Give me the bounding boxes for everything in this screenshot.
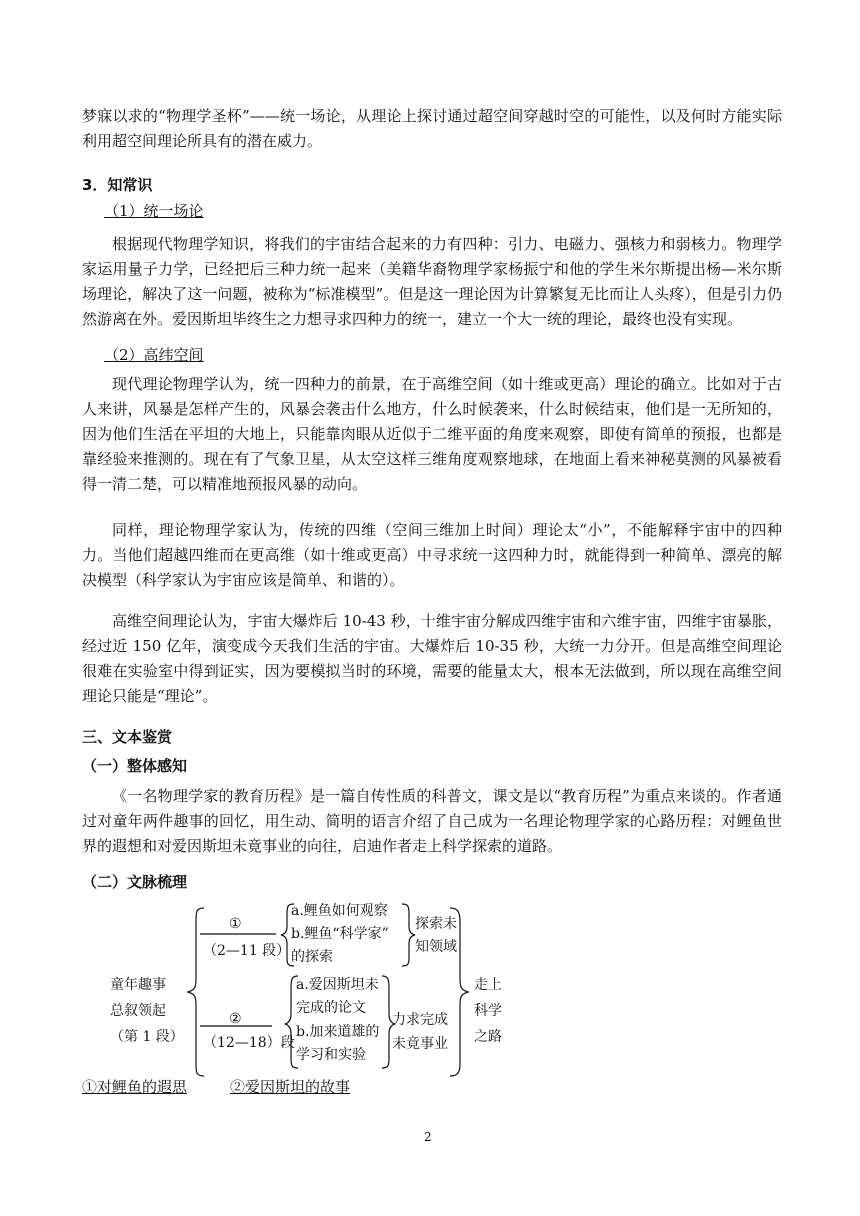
branch1-item-a: a.鲤鱼如何观察 — [291, 903, 388, 919]
heading-common-knowledge: 3．知常识 — [82, 176, 153, 194]
final-label-2: 科学 — [474, 1003, 502, 1019]
branch2-item-b-cont: 学习和实验 — [296, 1047, 366, 1063]
branch2-number: ② — [229, 1011, 242, 1027]
branch2-item-a-cont: 完成的论文 — [296, 1000, 366, 1016]
paragraph-high-dimension-1: 现代理论物理学认为，统一四种力的前景，在于高维空间（如十维或更高）理论的确立。比如对于古人来讲，风暴是怎样产生的，风暴会袭击什么地方，什么时候袭来，什么时候结束，他们是一无所知的，因为他们生活在平坦的大地上，只能靠肉眼从近似于二维平面的角度来观察，即使有简单的预报，也都是靠经验来推测的。现在有了气象卫星，从太空这样三维角度观察地球，在地面上看来神秘莫测的风暴被看得一清二楚，可以精准地预报风暴的动向。 — [82, 375, 782, 493]
left-big-brace — [188, 908, 204, 1076]
branch2-item-b: b.加来道雄的 — [296, 1024, 380, 1040]
page-number: 2 — [424, 1130, 432, 1144]
subheading-unified-field: （1）统一场论 — [104, 202, 204, 220]
branch1-number: ① — [229, 916, 242, 932]
branch1-range: （2—11 段） — [203, 943, 291, 959]
final-label-1: 走上 — [474, 977, 502, 993]
paragraph-high-dimension-3: 高维空间理论认为，宇宙大爆炸后 10-43 秒，十维宇宙分解成四维宇宙和六维宇宙，四维宇宙暴胀，经过近 150 亿年，演变成今天我们生活的宇宙。大爆炸后 10-35 秒，大统一力分开。但是高维空间理论很难在实验室中得到证实，因为要模拟当时的环境，需要的能量太大，根本无法做到，所以现在高维空间理论只能是“理论”。 — [82, 612, 782, 705]
answer-2: ②爱因斯坦的故事 — [230, 1078, 351, 1096]
subheading-high-dimension: （2）高纬空间 — [104, 346, 204, 364]
answer-1: ①对鲤鱼的遐思 — [82, 1078, 188, 1096]
branch2-result-2: 未竟事业 — [392, 1036, 448, 1052]
heading-text-appreciation: 三、文本鉴赏 — [82, 728, 173, 746]
root-label-3: （第 1 段） — [110, 1029, 184, 1045]
paragraph-high-dimension-2: 同样，理论物理学家认为，传统的四维（空间三维加上时间）理论太“小”，不能解释宇宙中的四种力。当他们超越四维而在更高维（如十维或更高）中寻求统一这四种力时，就能得到一种简单、漂亮的解决模型（科学家认为宇宙应该是简单、和谐的）。 — [82, 521, 782, 589]
branch2-item-a: a.爱因斯坦未 — [296, 977, 379, 993]
final-label-3: 之路 — [474, 1029, 502, 1045]
brace-b1-result — [402, 904, 415, 966]
branch1-result-2: 知领域 — [415, 939, 457, 955]
root-label-1: 童年趣事 — [110, 977, 166, 993]
branch1-item-b-cont: 的探索 — [291, 949, 333, 965]
branch1-item-b: b.鲤鱼“科学家” — [291, 926, 389, 942]
branch2-range: （12—18）段 — [203, 1035, 295, 1051]
root-label-2: 总叙领起 — [110, 1003, 166, 1019]
paragraph-unified-field: 根据现代物理学知识，将我们的宇宙结合起来的力有四种：引力、电磁力、强核力和弱核力。物理学家运用量子力学，已经把后三种力统一起来（美籍华裔物理学家杨振宁和他的学生米尔斯提出杨—米尔斯场理论，解决了这一问题，被称为“标准模型”。但是这一理论因为计算繁复无比而让人头疼），但是引力仍然游离在外。爱因斯坦毕终生之力想寻求四种力的统一，建立一个大一统的理论，最终也没有实现。 — [82, 235, 782, 328]
paragraph-continuation: 梦寐以求的“物理学圣杯”——统一场论，从理论上探讨通过超空间穿越时空的可能性，以及何时方能实际利用超空间理论所具有的潜在威力。 — [82, 107, 782, 150]
branch2-result-1: 力求完成 — [392, 1012, 448, 1028]
paragraph-overall: 《一名物理学家的教育历程》是一篇自传性质的科普文，课文是以“教育历程”为重点来谈的。作者通过对童年两件趣事的回忆，用生动、简明的语言介绍了自己成为一名理论物理学家的心路历程：对鲤鱼世界的遐想和对爱因斯坦未竟事业的向往，启迪作者走上科学探索的道路。 — [82, 787, 782, 855]
branch1-result-1: 探索未 — [415, 916, 457, 932]
heading-overall-perception: （一）整体感知 — [82, 757, 188, 775]
heading-context-outline: （二）文脉梳理 — [82, 873, 188, 891]
